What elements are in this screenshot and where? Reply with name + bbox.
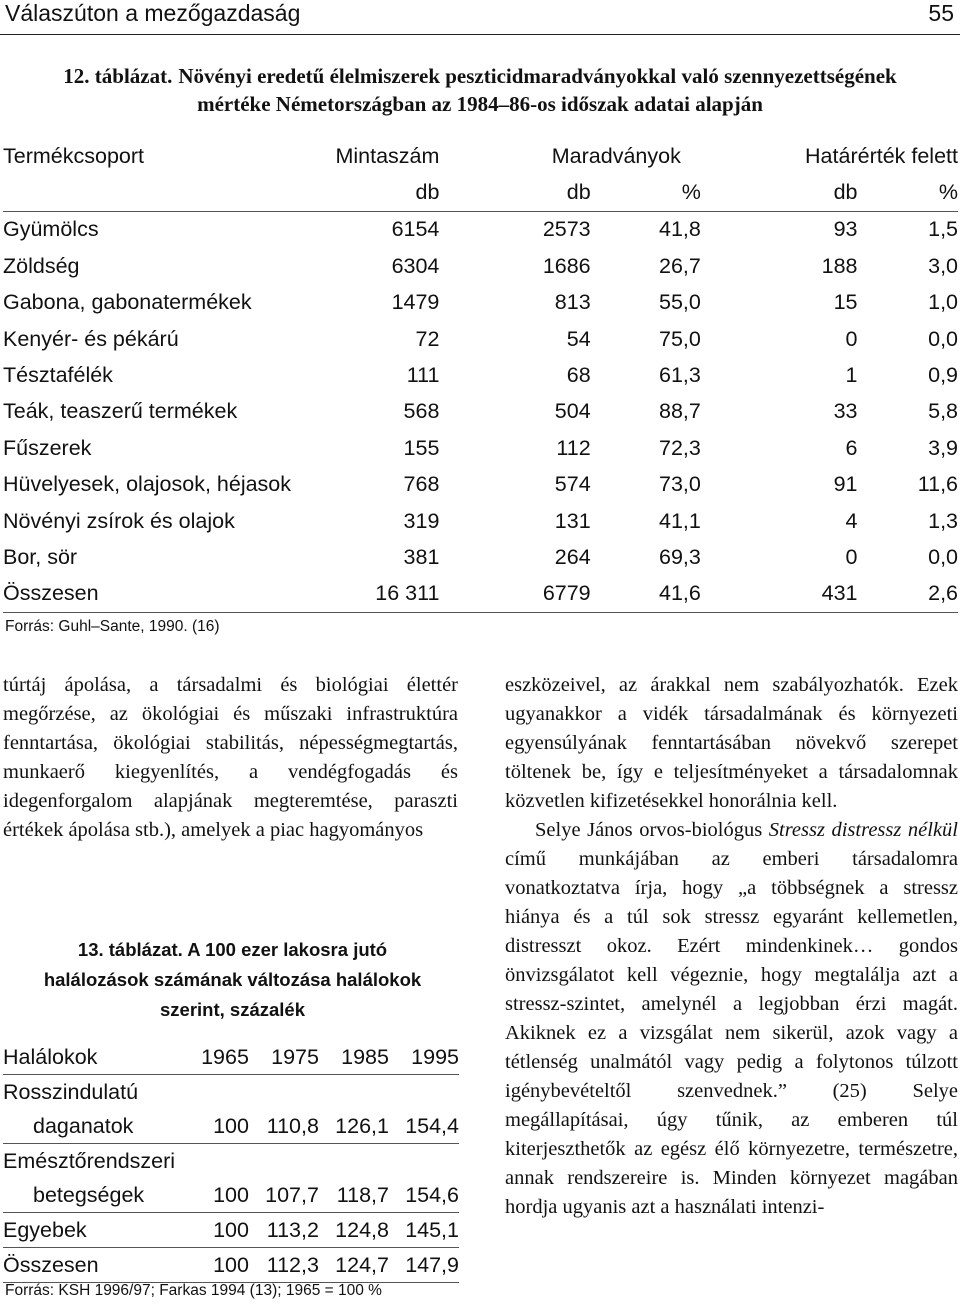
- cell-samples: 768: [403, 472, 440, 497]
- table-row-total: [3, 576, 958, 613]
- cell-res-pct: 73,0: [658, 472, 701, 497]
- cell-value: 145,1: [389, 1213, 459, 1248]
- cell-over-db: 91: [833, 472, 858, 497]
- table-row: [3, 1178, 459, 1213]
- table13-header-year: 1995: [389, 1040, 459, 1075]
- table12-unit-over-pct: %: [857, 174, 958, 211]
- table-row: [3, 285, 958, 321]
- cell-over-pct: 1,3: [928, 508, 958, 533]
- table-row: [3, 467, 958, 503]
- table12-title-line1: Növényi eredetű élelmiszerek peszticidmaradványokkal való szennyezettségének: [178, 64, 897, 88]
- left-column-text: [3, 671, 458, 845]
- table12-header-over-limit: Határérték felett: [805, 143, 958, 168]
- table-row: [3, 539, 958, 575]
- cell-res-db: 504: [554, 399, 591, 424]
- cell-res-pct: 26,7: [658, 253, 701, 278]
- table13-title-line1: A 100 ezer lakosra jutó: [187, 939, 388, 960]
- cell-samples: 319: [403, 508, 440, 533]
- page-number: 55: [928, 0, 954, 26]
- table13-header-cause: Halálokok: [3, 1040, 187, 1075]
- cell-samples: 6304: [391, 253, 440, 278]
- table-row: [3, 1248, 459, 1283]
- row-name: Kenyér- és pékárú: [3, 326, 179, 351]
- cell-samples: 155: [403, 435, 440, 460]
- row-name-cont: betegségek: [3, 1178, 187, 1213]
- cell-res-pct: 88,7: [658, 399, 701, 424]
- cell-value: 118,7: [319, 1178, 389, 1213]
- cell-value: 113,2: [249, 1213, 319, 1248]
- right-paragraph-2-rest: című munkájában az emberi társadalomra vonatkoztatva írja, hogy „a többségnek a stressz hiánya és a túl sok stressz egyaránt kellemetlen, distresszt okoz. Ezért mindenkinek… gondos önvizsgálatot kell végeznie, hogy megtalálja azt a stressz-szintet, amelynél a legjobban érzi magát. Akiknek ez a vizsgálat nem sikerül, azok vagy a tétlenség unalmától vagy pedig a folytonos túlzott igénybevételtől szenvednek.” (25) Selye megállapításai, úgy tűnik, az emberen túl kiterjeszthetők az egész élő környezetre, természetre, annak rendszereire is. Minden környezet magában hordja ugyanis azt a használati intenzi-: [505, 848, 958, 1218]
- table12-caption-line1: [0, 62, 960, 90]
- cell-over-pct: 0,0: [928, 326, 958, 351]
- cell-samples: 381: [403, 544, 440, 569]
- right-paragraph-1: eszközeivel, az árakkal nem szabályozhatók. Ezek ugyanakkor a vidék társadalmának és környezeti egyensúlyának fenntartásában növekvő szerepet töltenek be, így e teljesítményeket a társadalomnak közvetlen kifizetésekkel honorálnia kell.: [505, 674, 958, 812]
- table13-title-line3: szerint, százalék: [160, 999, 305, 1020]
- cell-value: 126,1: [319, 1109, 389, 1144]
- cell-res-pct: 61,3: [658, 363, 701, 388]
- table12-units-row: [3, 174, 958, 211]
- cell-res-db: 264: [554, 544, 591, 569]
- cell-samples: 111: [406, 363, 440, 388]
- cell-samples: 6154: [391, 217, 440, 242]
- cell-over-pct: 1,5: [928, 217, 958, 242]
- table12-unit-res-pct: %: [591, 174, 701, 211]
- table-row: [3, 211, 958, 248]
- cell-value: 154,4: [389, 1109, 459, 1144]
- table12-unit-samples: db: [327, 174, 439, 211]
- table13: [3, 1040, 459, 1283]
- cell-value: 107,7: [249, 1178, 319, 1213]
- table-row: [3, 357, 958, 393]
- cell-samples: 16 311: [327, 576, 439, 613]
- cell-res-db: 813: [554, 290, 591, 315]
- row-name: Rosszindulatú: [3, 1079, 139, 1104]
- table-row: [3, 248, 958, 284]
- right-paragraph-2-start: Selye János orvos-biológus: [535, 819, 769, 841]
- table12: [3, 138, 958, 613]
- table12-unit-res-db: db: [439, 174, 590, 211]
- table12-source: Forrás: Guhl–Sante, 1990. (16): [5, 618, 220, 635]
- table-row: [3, 1109, 459, 1144]
- cell-res-pct: 41,6: [591, 576, 701, 613]
- table13-header-row: [3, 1040, 459, 1075]
- cell-res-db: 6779: [439, 576, 590, 613]
- cell-res-db: 2573: [542, 217, 591, 242]
- cell-over-db: 0: [845, 544, 858, 569]
- cell-res-pct: 41,1: [658, 508, 701, 533]
- row-name: Gyümölcs: [3, 217, 99, 242]
- row-name: Növényi zsírok és olajok: [3, 508, 235, 533]
- cell-value: 100: [187, 1248, 249, 1283]
- cell-res-pct: 41,8: [658, 217, 701, 242]
- row-name: Tésztafélék: [3, 363, 113, 388]
- table12-header-row: [3, 138, 958, 174]
- row-name: Fűszerek: [3, 435, 92, 460]
- table13-header-year: 1975: [249, 1040, 319, 1075]
- table13-caption: [20, 935, 445, 1025]
- cell-value: 124,7: [319, 1248, 389, 1283]
- table13-caption-line1: [20, 935, 445, 965]
- table-row: [3, 430, 958, 466]
- cell-value: 100: [187, 1109, 249, 1144]
- row-name-cont: daganatok: [3, 1109, 187, 1144]
- cell-over-pct: 2,6: [857, 576, 958, 613]
- row-name: Hüvelyesek, olajosok, héjasok: [3, 472, 292, 497]
- cell-over-pct: 5,8: [928, 399, 958, 424]
- row-name: Teák, teaszerű termékek: [3, 399, 238, 424]
- cell-over-db: 6: [845, 435, 858, 460]
- table13-header-year: 1985: [319, 1040, 389, 1075]
- table13-source: Forrás: KSH 1996/97; Farkas 1994 (13); 1965 = 100 %: [5, 1282, 382, 1299]
- cell-over-pct: 0,9: [928, 363, 958, 388]
- row-name: Egyebek: [3, 1213, 187, 1248]
- cell-res-pct: 69,3: [658, 544, 701, 569]
- cell-over-db: 15: [833, 290, 858, 315]
- table12-header-residues: Maradványok: [551, 143, 681, 168]
- cell-res-db: 131: [554, 508, 591, 533]
- cell-res-pct: 55,0: [658, 290, 701, 315]
- cell-res-pct: 75,0: [658, 326, 701, 351]
- book-title: Stressz distressz nélkül: [768, 819, 958, 841]
- cell-value: 154,6: [389, 1178, 459, 1213]
- table13-title-line2: halálozások számának változása halálokok: [43, 969, 422, 990]
- running-head: [5, 0, 954, 30]
- cell-over-pct: 1,0: [928, 290, 958, 315]
- cell-over-pct: 3,9: [928, 435, 958, 460]
- row-name: Emésztőrendszeri: [3, 1148, 176, 1173]
- right-column-text: [505, 671, 958, 1222]
- table12-header-product: Termékcsoport: [3, 143, 144, 168]
- table12-label: 12. táblázat.: [63, 64, 173, 88]
- cell-res-db: 54: [566, 326, 591, 351]
- row-name: Zöldség: [3, 253, 80, 278]
- cell-over-db: 1: [845, 363, 858, 388]
- row-name: Gabona, gabonatermékek: [3, 290, 252, 315]
- table12-header-samples: Mintaszám: [335, 143, 440, 168]
- table12-title-line2: mértéke Németországban az 1984–86-os időszak adatai alapján: [197, 92, 763, 116]
- cell-value: 100: [187, 1213, 249, 1248]
- table13-header-year: 1965: [187, 1040, 249, 1075]
- row-name: Összesen: [3, 576, 327, 613]
- cell-res-db: 68: [566, 363, 591, 388]
- cell-res-db: 574: [554, 472, 591, 497]
- cell-res-pct: 72,3: [658, 435, 701, 460]
- cell-over-db: 0: [845, 326, 858, 351]
- cell-value: 124,8: [319, 1213, 389, 1248]
- cell-samples: 568: [403, 399, 440, 424]
- table13-row-label: [3, 1144, 459, 1179]
- running-head-title: Válaszúton a mezőgazdaság: [5, 0, 301, 26]
- table-row: [3, 394, 958, 430]
- table13-row-label: [3, 1075, 459, 1110]
- cell-over-db: 188: [821, 253, 858, 278]
- row-name: Bor, sör: [3, 544, 78, 569]
- cell-over-db: 431: [701, 576, 858, 613]
- table-row: [3, 1213, 459, 1248]
- cell-res-db: 112: [556, 435, 591, 460]
- cell-over-db: 93: [833, 217, 858, 242]
- cell-samples: 1479: [391, 290, 440, 315]
- table13-label: 13. táblázat.: [77, 939, 183, 960]
- cell-value: 112,3: [249, 1248, 319, 1283]
- cell-over-db: 33: [833, 399, 858, 424]
- table12-unit-over-db: db: [701, 174, 858, 211]
- cell-value: 110,8: [249, 1109, 319, 1144]
- table-row: [3, 503, 958, 539]
- table-row: [3, 321, 958, 357]
- cell-over-pct: 11,6: [917, 472, 958, 497]
- row-name: Összesen: [3, 1248, 187, 1283]
- left-paragraph: túrtáj ápolása, a társadalmi és biológiai élettér megőrzése, az ökológiai és műszaki infrastruktúra fenntartása, ökológiai stabilitás, népességmegtartás, munkaerő kiegyenlítés, a vendégfogadás és idegenforgalom alapjának megteremtése, paraszti értékek ápolása stb.), amelyek a piac hagyományos: [3, 674, 458, 841]
- cell-over-pct: 0,0: [928, 544, 958, 569]
- cell-over-pct: 3,0: [928, 253, 958, 278]
- table12-units-empty: [3, 174, 327, 211]
- cell-samples: 72: [415, 326, 440, 351]
- header-rule: [0, 34, 960, 35]
- cell-value: 147,9: [389, 1248, 459, 1283]
- cell-res-db: 1686: [542, 253, 591, 278]
- cell-over-db: 4: [845, 508, 858, 533]
- table12-caption: [0, 62, 960, 118]
- cell-value: 100: [187, 1178, 249, 1213]
- right-paragraph-2: [505, 816, 958, 1222]
